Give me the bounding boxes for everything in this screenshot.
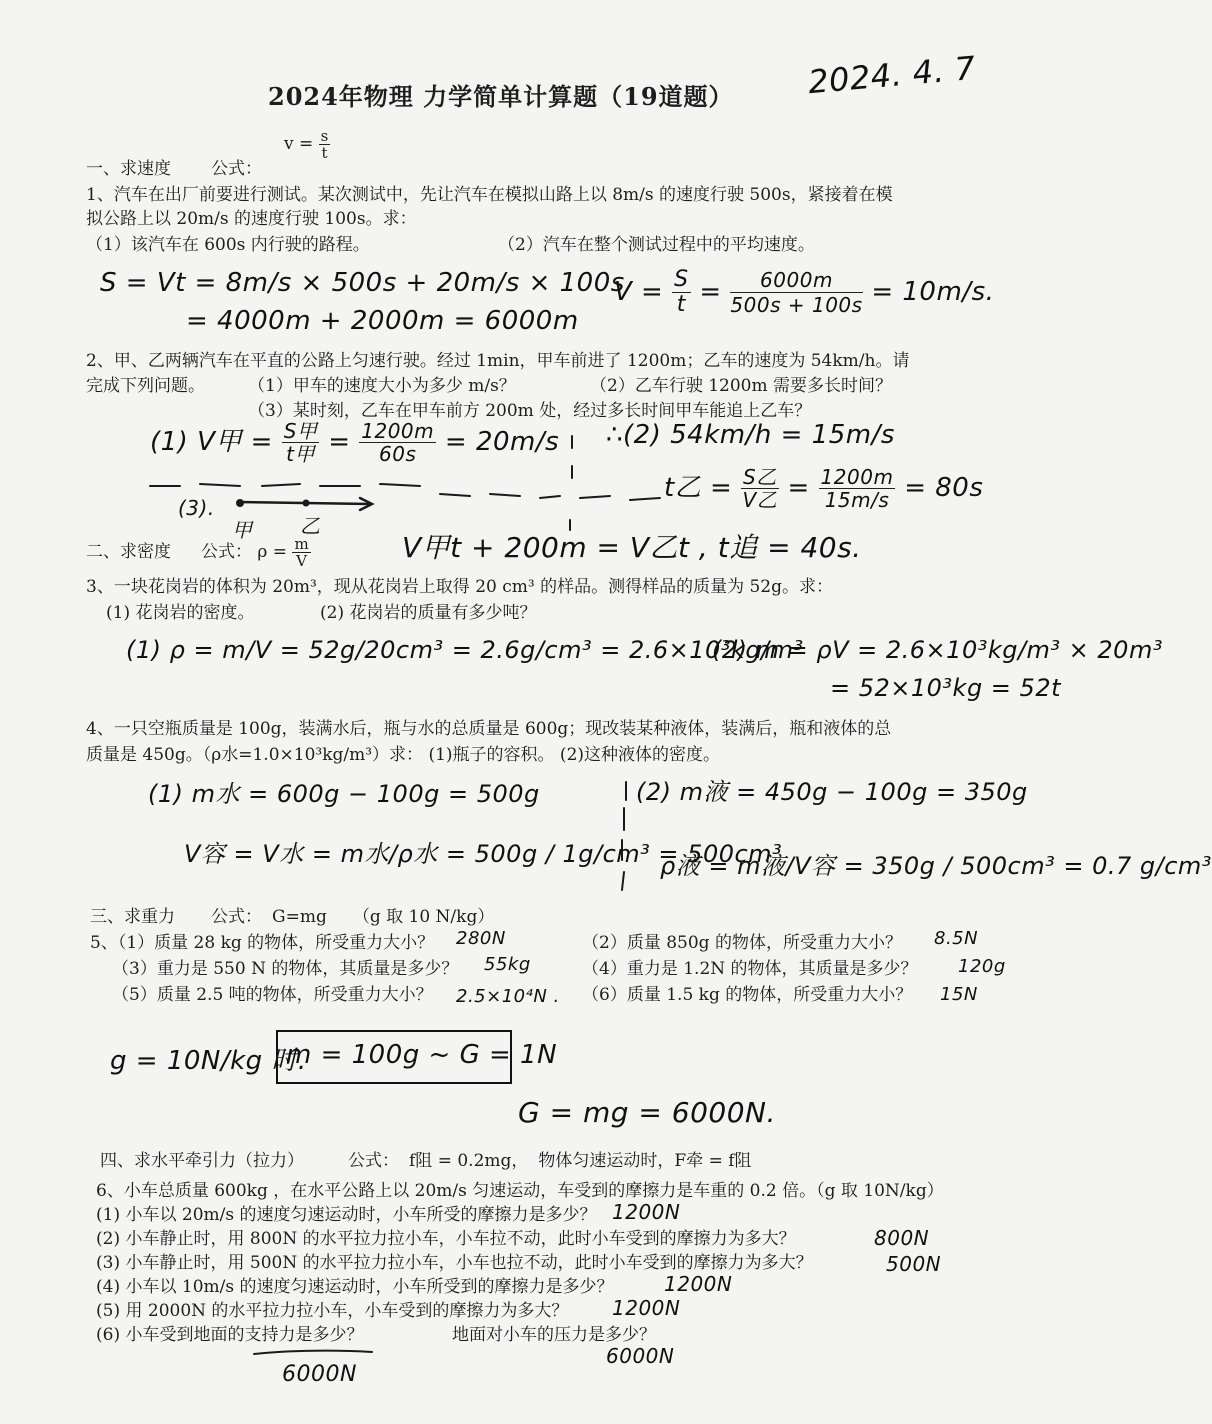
q6-part4: (4) 小车以 10m/s 的速度匀速运动时，小车所受到的摩擦力是多少？ [96, 1277, 614, 1297]
q5-item6-answer: 15N [940, 984, 978, 1005]
q5-item6: （6）质量 1.5 kg 的物体，所受重力大小？ [582, 985, 913, 1005]
q5-item3: （3）重力是 550 N 的物体，其质量是多少？ [112, 959, 459, 979]
q5-note: g = 10N/kg 时. [110, 1046, 307, 1076]
q4-answer-2: (2) m液 = 450g − 100g = 350g [636, 778, 1028, 806]
q6-part6b-answer: 6000N [606, 1344, 675, 1368]
q2-part1: （1）甲车的速度大小为多少 m/s？ [248, 376, 516, 396]
q5-item2: （2）质量 850g 的物体，所受重力大小？ [582, 933, 902, 953]
q6-part5: (5) 用 2000N 的水平拉力拉小车，小车受到的摩擦力为多大？ [96, 1301, 569, 1321]
q6-part4-answer: 1200N [664, 1272, 733, 1296]
q6-part3-answer: 500N [886, 1252, 942, 1276]
q4-answer-1: (1) m水 = 600g − 100g = 500g [148, 780, 540, 808]
section-2-heading: 二、求密度 公式： ρ = $\frac{m}{V}$ [86, 535, 309, 570]
q1-answer-2: = 4000m + 2000m = 6000m [186, 306, 579, 336]
q3-answer-2: (2) m = ρV = 2.6×10³kg/m³ × 20m³ [712, 636, 1163, 664]
q2-diagram-yi: 乙 [300, 514, 321, 538]
q6-part5-answer: 1200N [612, 1296, 681, 1320]
q1-stem-line2: 拟公路上以 20m/s 的速度行驶 100s。求： [86, 209, 417, 229]
q6-part2-answer: 800N [874, 1226, 930, 1250]
q6-part6b: 地面对小车的压力是多少？ [452, 1325, 656, 1345]
q6-part6a: (6) 小车受到地面的支持力是多少？ [96, 1325, 364, 1345]
q2-answer-5: V甲t + 200m = V乙t , t追 = 40s. [402, 531, 862, 564]
speed-formula: v = $\frac{s}{t}$ [284, 127, 329, 162]
q2-part2: （2）乙车行驶 1200m 需要多长时间？ [590, 376, 893, 396]
underline-6000n [254, 1351, 372, 1354]
q1-answer-1: S = Vt = 8m/s × 500s + 20m/s × 100s [100, 268, 625, 298]
section-1-heading: 一、求速度 公式： [86, 159, 262, 179]
q5-item1: 5、（1）质量 28 kg 的物体，所受重力大小？ [90, 933, 435, 953]
dashed-line-1 [150, 484, 420, 486]
q6-part6a-answer: 6000N [282, 1362, 357, 1387]
q1-answer-3: V = $\frac{S}{t}$ = $\frac{6000m}{500s + 100s}$ = 10m/s. [614, 267, 995, 317]
q5-item3-answer: 55kg [484, 954, 531, 975]
q3-part2: (2) 花岗岩的质量有多少吨？ [320, 603, 537, 623]
q4-stem-line2: 质量是 450g。（ρ水=1.0×10³kg/m³）求： (1)瓶子的容积。 (2)这种液体的密度。 [86, 745, 721, 765]
q4-answer-3: V容 = V水 = m水/ρ水 = 500g / 1g/cm³ = 500cm³ [184, 840, 783, 868]
q2-answer-3-label: (3). [178, 496, 215, 520]
q3-answer-3: = 52×10³kg = 52t [830, 674, 1061, 702]
section-4-heading: 四、求水平牵引力（拉力） 公式： f阻 = 0.2mg， 物体匀速运动时，F牵 = f阻 [100, 1151, 752, 1171]
q4-answer-4: ρ液 = m液/V容 = 350g / 500cm³ = 0.7 g/cm³ [660, 852, 1212, 880]
q2-part3: （3）某时刻，乙车在甲车前方 200m 处，经过多长时间甲车能追上乙车？ [248, 401, 812, 421]
q5-item4: （4）重力是 1.2N 的物体，其质量是多少？ [582, 959, 918, 979]
q2-answer-1: (1) V甲 = $\frac{\text{S甲}}{\text{t甲}}$ = $\frac{1200m}{60s}$ = 20m/s [150, 419, 560, 466]
q6-part3: (3) 小车静止时，用 500N 的水平拉力拉小车，小车也拉不动，此时小车受到的摩擦力为多大？ [96, 1253, 813, 1273]
diagram-dot-jia [237, 500, 244, 507]
q5-item1-answer: 280N [456, 928, 506, 949]
q1-part2: （2）汽车在整个测试过程中的平均速度。 [498, 235, 815, 255]
q6-part2: (2) 小车静止时，用 800N 的水平拉力拉小车，小车拉不动，此时小车受到的摩擦力为多大？ [96, 1229, 796, 1249]
q6-part1-answer: 1200N [612, 1200, 681, 1224]
dashed-line-2 [440, 494, 660, 500]
q5-boxed-rule-text: m = 100g ~ G = 1N [286, 1040, 558, 1070]
q1-part1: （1）该汽车在 600s 内行驶的路程。 [86, 235, 370, 255]
q2-answer-2: ∴(2) 54km/h = 15m/s [606, 420, 895, 450]
q5-item5: （5）质量 2.5 吨的物体，所受重力大小？ [112, 985, 433, 1005]
q5-item4-answer: 120g [958, 956, 1006, 977]
page-title: 2024年物理 力学简单计算题（19道题） [268, 82, 734, 111]
handwritten-date: 2024. 4. 7 [806, 48, 978, 102]
q3-part1: (1) 花岗岩的密度。 [106, 603, 255, 623]
q5-answer-g: G = mg = 6000N. [518, 1096, 776, 1129]
q3-stem: 3、一块花岗岩的体积为 20m³，现从花岗岩上取得 20 cm³ 的样品。测得样品的质量为 52g。求： [86, 577, 834, 597]
q2-diagram-jia: 甲 [232, 518, 253, 542]
q5-item2-answer: 8.5N [934, 928, 979, 949]
diagram-dot-yi [303, 500, 309, 506]
dotted-divider-1 [570, 436, 572, 530]
section-3-heading: 三、求重力 公式： G=mg （g 取 10 N/kg） [90, 907, 495, 927]
dotted-divider-2 [622, 782, 626, 890]
q4-stem-line1: 4、一只空瓶质量是 100g，装满水后，瓶与水的总质量是 600g；现改装某种液体，装满后，瓶和液体的总 [86, 719, 892, 739]
q6-stem: 6、小车总质量 600kg ，在水平公路上以 20m/s 匀速运动，车受到的摩擦力是车重的 0.2 倍。（g 取 10N/kg） [96, 1181, 944, 1201]
q5-item5-answer: 2.5×10⁴N . [456, 986, 560, 1007]
q2-stem-line1: 2、甲、乙两辆汽车在平直的公路上匀速行驶。经过 1min，甲车前进了 1200m；乙车的速度为 54km/h。请 [86, 351, 910, 371]
q2-answer-4: t乙 = $\frac{\text{S乙}}{\text{V乙}}$ = $\frac{1200m}{15m/s}$ = 80s [664, 465, 984, 512]
q1-stem-line1: 1、汽车在出厂前要进行测试。某次测试中，先让汽车在模拟山路上以 8m/s 的速度行驶 500s，紧接着在模 [86, 185, 893, 205]
q3-answer-1: (1) ρ = m/V = 52g/20cm³ = 2.6g/cm³ = 2.6×10³kg/m³ [126, 636, 804, 664]
q6-part1: (1) 小车以 20m/s 的速度匀速运动时，小车所受的摩擦力是多少？ [96, 1205, 597, 1225]
q2-stem-line2: 完成下列问题。 [86, 376, 205, 396]
